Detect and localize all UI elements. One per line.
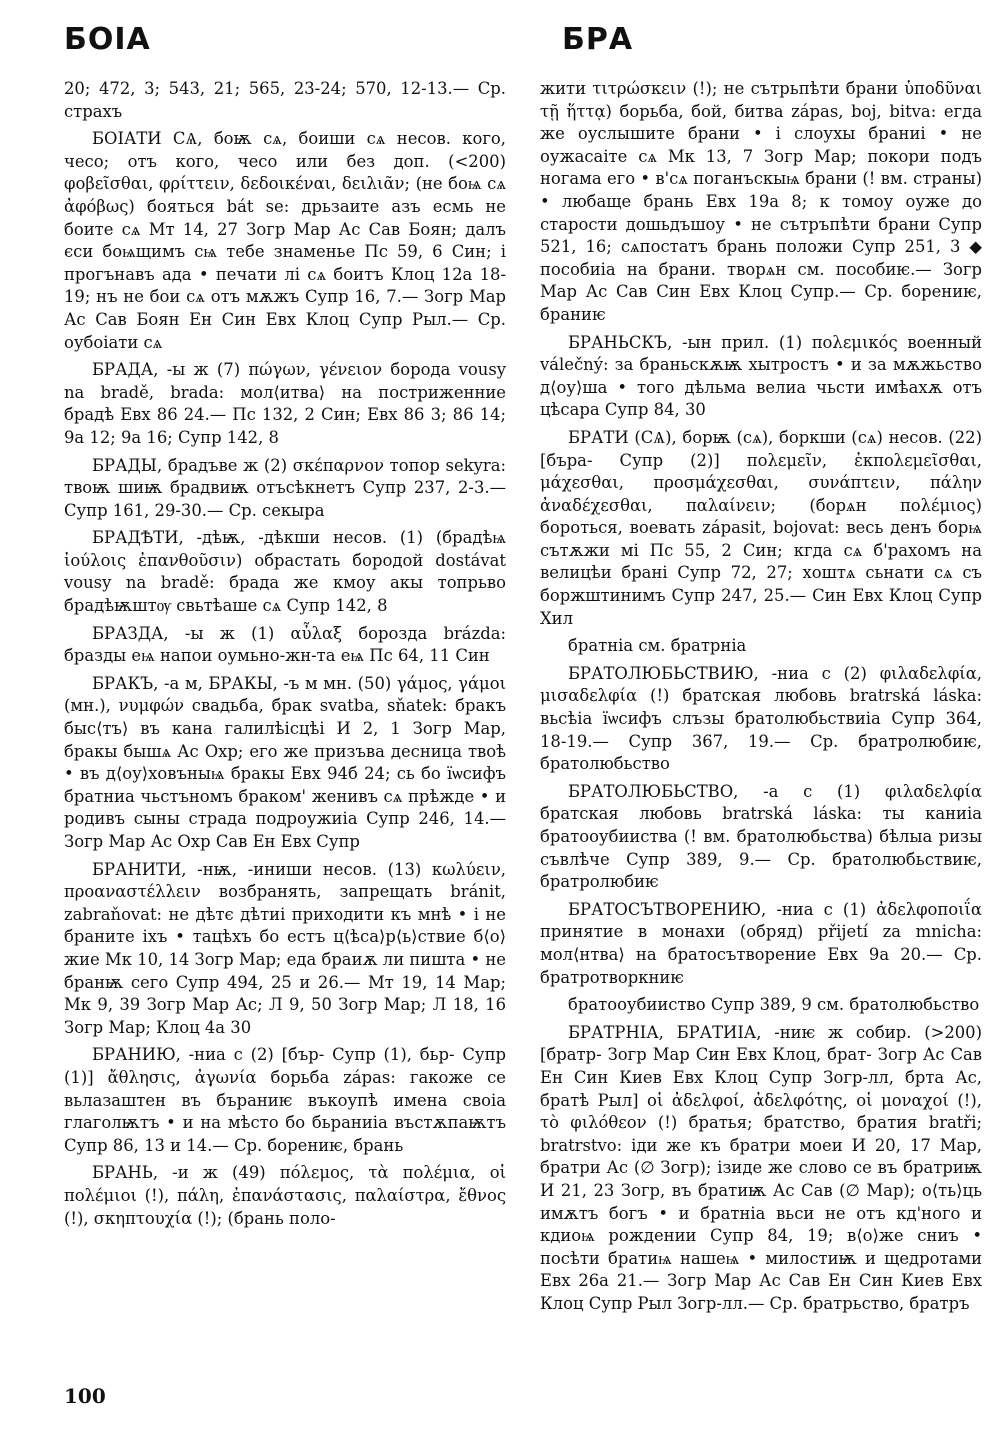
dictionary-entry: БРАНЬСКЪ, -ын прил. (1) πολεμικός военный válečný: за браньскѫѭ хытростъ • и за мѫжьство д⟨оу⟩ша • того дѣльма велиа чьсти имѣахѫ отъ цѣсара Супр 84, 30 xyxy=(540,332,982,420)
page-number: 100 xyxy=(64,1384,106,1408)
dictionary-entry: БРАЗДА, -ы ж (1) αὖλαξ борозда brázda: бразды еѩ напои оумьно-жн-та еѩ Пс 64, 11 Син xyxy=(64,623,506,666)
dictionary-entry: 20; 472, 3; 543, 21; 565, 23-24; 570, 12-13.— Ср. страхъ xyxy=(64,79,506,121)
dictionary-entry: БРАНИТИ, -нѭ, -иниши несов. (13) κωλύειν, προαναστέλλειν возбранять, запрещать bránit, zabraňovat: не дѣтє дѣтиі приходити къ мнѣ • і не браните іхъ • тацѣхъ бо естъ ц⟨ѣса⟩р⟨ь⟩ствие б⟨о⟩жие Мк 10, 14 Зогр Мар; еда браиѫ ли пишта • не бранѭ сего Супр 494, 25 и 26.— Мт 19, 14 Мар; Мк 9, 39 Зогр Мар Ас; Л 9, 50 Зогр Мар; Л 18, 16 Зогр Мар; Клоц 4а 30 xyxy=(64,859,506,1037)
left-column xyxy=(64,78,506,1235)
right-column xyxy=(540,78,982,1320)
dictionary-entry: БРАКЪ, -а м, БРАКЫ, -ъ м мн. (50) γάμος, γάμοι (мн.), νυμφών свадьба, брак svatba, sňatek: бракъ быс⟨тъ⟩ въ кана галилѣісцѣі И 2, 1 Зогр Мар, бракы бышѧ Ас Охр; его же призъва десница твоѣ • въ д⟨оу⟩ховъныѩ бракы Евх 94б 24; сь бо їѡсифъ братниа чьстъномъ браком' женивъ сѧ прѣжде • и родивъ сыны страда подроужиіа Супр 246, 14.— Зогр Мар Ас Охр Сав Ен Евх Супр xyxy=(64,673,506,851)
dictionary-entry: БРАТОЛЮБЬСТВИЮ, -ниа с (2) φιλαδελφία, μισαδελφία (!) братская любовь bratrská láska: вьсѣіа їѡсифъ слъзы братолюбьствиіа Супр 364, 18-19.— Супр 367, 19.— Ср. братролюбиѥ, братолюбьство xyxy=(540,663,982,774)
dictionary-entry: БРАНИЮ, -ниа с (2) [бър- Супр (1), бьр- Супр (1)] ἄθλησις, ἀγωνία борьба zápas: гакоже се вьлазаштен въ бъраниѥ въкоупѣ имена своіа глаголѭтъ • и на мѣсто бо бьраниіа въстѫпаѭтъ Супр 86, 13 и 14.— Ср. борениѥ, брань xyxy=(64,1045,506,1155)
dictionary-entry: БРАТОСЪТВОРЕНИЮ, -ниа с (1) ἀδελφοποιΐα принятие в монахи (обряд) přijetí za mnicha: мол⟨нтва⟩ на братосътворение Евх 9а 20.— Ср. братротворкниѥ xyxy=(540,899,982,987)
dictionary-entry: братніа см. братрніа xyxy=(568,636,747,656)
dictionary-entry: БРАТИ (СѦ), борѭ (сѧ), боркши (сѧ) несов. (22) [бъра- Супр (2)] πολεμεῖν, ἐκπολεμεῖσθαι, μάχεσθαι, προσμάχεσθαι, συνάπτειν, πάλην ἀναδέχεσθαι, παλαίνειν; (борѧн πολέμιος) бороться, воевать zápasit, bojovat: весь денъ борѩ сътѫжи мі Пс 55, 2 Син; кгда сѧ б'рахомъ на велицѣи брані Супр 72, 27; хоштѧ сьнати сѧ съ боржштинимъ Супр 247, 25.— Син Евх Клоц Супр Хил xyxy=(540,427,982,628)
dictionary-entry: БРАДА, -ы ж (7) πώγων, γένειον борода vousy na bradě, brada: мол⟨итва⟩ на постриженние брадѣ Евх 86 24.— Пс 132, 2 Син; Евх 86 3; 86 14; 9а 12; 9а 16; Супр 142, 8 xyxy=(64,360,506,447)
dictionary-entry: БРАНЬ, -и ж (49) πόλεμος, τὰ πολέμια, οἱ πολέμιοι (!), πάλη, ἐπανάστασις, παλαίστρα, ἔθνος (!), σκηπτουχία (!); (брань поло- xyxy=(64,1163,506,1228)
dictionary-entry: БОІАТИ СѦ, боѭ сѧ, боиши сѧ несов. кого, чесо; отъ кого, чесо или без доп. (<200) φοβεῖσθαι, φρίττειν, δεδοικέναι, δειλιᾶν; (не боѩ сѧ ἀφόβως) бояться bát se: дрьзаите азъ есмь не боите сѧ Мт 14, 27 Зогр Мар Ас Сав Боян; далъ єси боѩщимъ сѩ тебе знаменье Пс 59, 6 Син; і прогънавъ ада • печати лі сѧ боитъ Клоц 12а 18-19; нъ не бои сѧ отъ мѫжъ Супр 16, 7.— Зогр Мар Ас Сав Боян Ен Син Евх Клоц Супр Рыл.— Ср. оубоіати сѧ xyxy=(64,129,506,352)
dictionary-entry: жити τιτρώσκειν (!); не сътрьпѣти брани ὑποδῦναι τῇ ἥττᾳ) борьба, бой, битва zápas, boj, bitva: егда же оуслышите брани • і слоухы браниі • не оужасаіте сѧ Мк 13, 7 Зогр Мар; покори подъ ногама его • в'сѧ поганъскыѩ брани (! вм. страны) • любаще брань Евх 19а 8; к томоу оуже до старости дошьдъшоу • не сътръпѣти брани Супр 521, 16; сѧпостатъ брань положи Супр 251, 3 ◆ пособиіа на брани. творѧн см. пособиѥ.— Зогр Мар Ас Сав Син Евх Клоц Супр.— Ср. борениѥ, браниѥ xyxy=(540,79,982,324)
dictionary-entry: БРАДѢТИ, -дѣѭ, -дѣкши несов. (1) (брадѣѩ ἰούλοις ἐπανθοῦσιν) обрастать бородой dostávat vousy na bradě: брада же кмоу акы топрьво брадѣѭштѹ свьтѣаше сѧ Супр 142, 8 xyxy=(64,528,506,616)
dictionary-entry: БРАТРНІА, БРАТИІА, -ниѥ ж собир. (>200) [братр- Зогр Мар Син Евх Клоц, брат- Зогр Ас Сав Ен Син Киев Евх Клоц Супр Зогр-лл, брта Ас, братѣ Рыл] οἱ ἀδελφοί, ἀδελφότης, οἱ μοναχοί (!), τὸ φιλόθεον (!) братья; братство, братия bratři; bratrstvo: іди же къ братри моеи И 20, 17 Мар, братри Ас (∅ Зогр); ізиде же слово се въ братриѭ И 21, 23 Зогр, въ братиѭ Ас Сав (∅ Мар); о⟨ть⟩ць имѫтъ богъ • и братніа вьси не отъ кд'ного и кдиоѩ рождении Супр 84, 19; в⟨о⟩же сниъ • посѣти братиѩ нашеѩ • милостиѭ и щедротами Евх 26а 21.— Зогр Мар Ас Сав Ен Син Киев Евх Клоц Супр Рыл Зогр-лл.— Ср. братрьство, братръ xyxy=(540,1022,982,1313)
dictionary-entry: братооубииство Супр 389, 9 см. братолюбьство xyxy=(568,995,980,1015)
dictionary-entry: БРАДЫ, брадъве ж (2) σκέπαρνον топор sekyra: твоѭ шиѭ брадвиѭ отъсѣкнетъ Супр 237, 2-3.— Супр 161, 29-30.— Ср. секыра xyxy=(64,455,506,520)
running-head-left: БОІА xyxy=(64,22,151,57)
running-head-right: БРА xyxy=(562,22,634,57)
dictionary-entry: БРАТОЛЮБЬСТВО, -а с (1) φιλαδελφία братская любовь bratrská láska: ты каниіа братооубииства (! вм. братолюбьства) бѣлыа ризы съвлѣче Супр 389, 9.— Ср. братолюбьствиѥ, братролюбиѥ xyxy=(540,781,982,892)
